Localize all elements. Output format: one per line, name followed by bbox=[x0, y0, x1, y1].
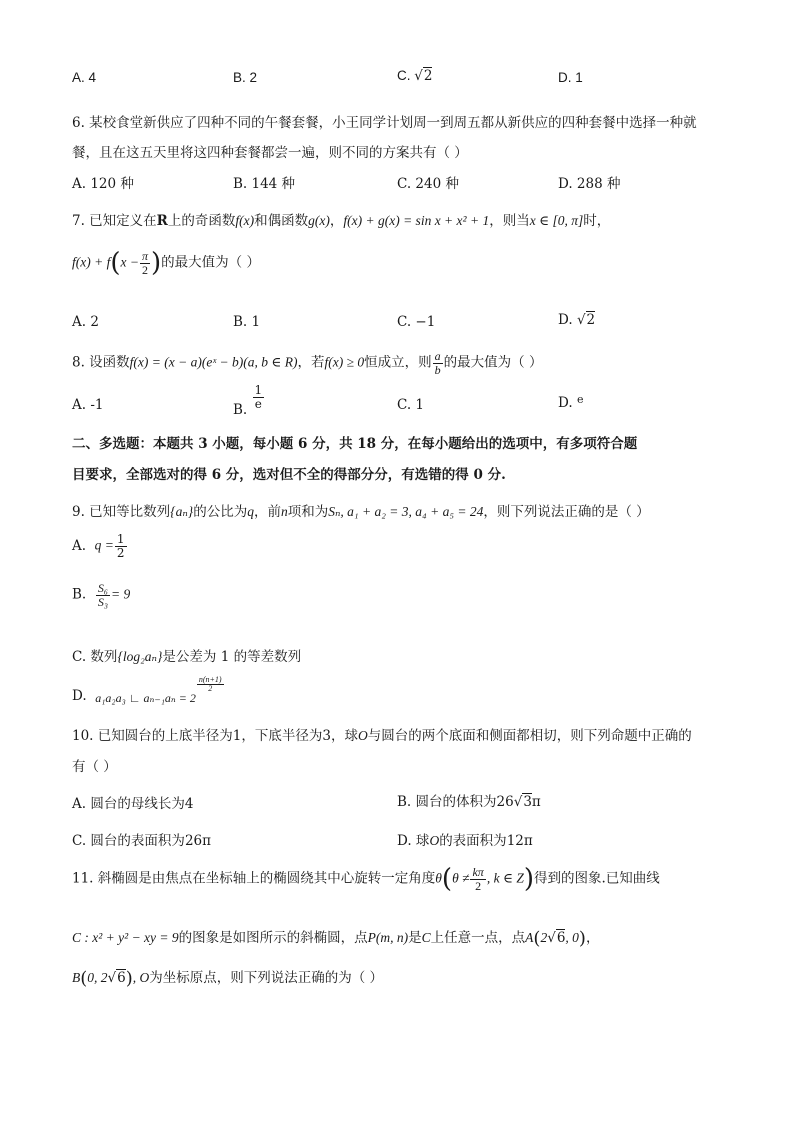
q11-stem-line1: 11. 斜椭圆是由焦点在坐标轴上的椭圆绕其中心旋转一定角度θ(θ ≠ $\frac{k\pi}{2}$ , k ∈ Z)得到的图象.已知曲线 bbox=[72, 864, 660, 895]
q5-option-c[interactable]: C. √2 bbox=[397, 68, 433, 84]
q11-k-pi-over-2: $\frac{k\pi}{2}$ bbox=[472, 865, 484, 893]
q8-option-c[interactable]: C. 1 bbox=[397, 397, 425, 413]
section-2-heading-line2: 目要求，全部选对的得 6 分，选对但不全的得部分分，有选错的得 0 分. bbox=[72, 467, 506, 483]
q10-stem-line1: 10. 已知圆台的上底半径为1，下底半径为3，球O与圆台的两个底面和侧面都相切，则下列命题中正确的 bbox=[72, 728, 692, 744]
q9-one-half: $\frac{1}{2}$ bbox=[116, 532, 125, 560]
q7-option-b[interactable]: B. 1 bbox=[233, 314, 261, 330]
q7-stem-line2: f(x) + f(x − $\frac{\pi}{2}$ )的最大值为（ ） bbox=[72, 248, 260, 279]
q8-option-d[interactable]: D. $^e$ bbox=[558, 393, 584, 411]
q7-g-symbol: g(x) bbox=[308, 213, 330, 228]
q6-stem-line2: 餐，且在这五天里将这四种套餐都尝一遍，则不同的方案共有（ ） bbox=[72, 145, 468, 161]
q6-option-a[interactable]: A. 120 种 bbox=[72, 176, 134, 192]
section-2-heading-line1: 二、多选题：本题共 3 小题，每小题 6 分，共 18 分，在每小题给出的选项中，有多项符合题 bbox=[72, 436, 638, 452]
q11-stem-line2: C : x² + y² − xy = 9的图象是如图所示的斜椭圆，点P(m, n)是C上任意一点，点A(2√6, 0)， bbox=[72, 928, 600, 949]
q7-stem-line1: 7. 已知定义在R上的奇函数f(x)和偶函数g(x)，f(x) + g(x) = sin x + x² + 1，则当x ∈ [0, π]时， bbox=[72, 213, 611, 229]
q11-stem-line3: B(0, 2√6), O为坐标原点，则下列说法正确的为（ ） bbox=[72, 968, 384, 989]
q7-f-symbol: f(x) bbox=[235, 213, 255, 228]
q8-option-b-fraction: $\frac{1}{e}$ bbox=[254, 383, 263, 411]
q8-option-a[interactable]: A. -1 bbox=[72, 397, 104, 413]
q8-option-b[interactable]: B. $\frac{1}{e}$ bbox=[233, 383, 263, 418]
q8-stem: 8. 设函数f(x) = (x − a)(eˣ − b)(a, b ∈ R)，若f(x) ≥ 0恒成立，则 $\frac{a}{b}$ 的最大值为（ ） bbox=[72, 349, 543, 377]
q10-option-b[interactable]: B. 圆台的体积为26√3π bbox=[397, 794, 541, 810]
q9-option-b[interactable]: B. $\frac{\text{S₆}}{\text{S₃}}$ = 9 bbox=[72, 581, 131, 609]
q10-option-a[interactable]: A. 圆台的母线长为4 bbox=[72, 796, 194, 812]
q10-option-d[interactable]: D. 球O的表面积为12π bbox=[397, 833, 533, 849]
q7-pi-over-2: $\frac{\pi}{2}$ bbox=[142, 249, 149, 277]
q6-option-b[interactable]: B. 144 种 bbox=[233, 176, 296, 192]
q9-stem: 9. 已知等比数列{aₙ}的公比为q，前n项和为Sₙ, a₁ + a₂ = 3, a₄ + a₅ = 24，则下列说法正确的是（ ） bbox=[72, 504, 650, 520]
q5-option-b[interactable]: B. 2 bbox=[233, 70, 258, 85]
q10-stem-line2: 有（ ） bbox=[72, 759, 117, 775]
q5-option-a[interactable]: A. 4 bbox=[72, 70, 97, 85]
q9-option-a[interactable]: A. q = $\frac{1}{2}$ bbox=[72, 532, 125, 560]
q7-option-d[interactable]: D. √2 bbox=[558, 312, 596, 328]
q9-exponent: $\frac{n(n+1)}{2}$ bbox=[198, 675, 222, 694]
q8-a-over-b: $\frac{a}{b}$ bbox=[434, 349, 441, 377]
q6-stem-line1: 6. 某校食堂新供应了四种不同的午餐套餐，小王同学计划周一到周五都从新供应的四种套餐中选择一种就 bbox=[72, 115, 697, 131]
q7-option-c[interactable]: C. −1 bbox=[397, 314, 436, 330]
q6-option-d[interactable]: D. 288 种 bbox=[558, 176, 621, 192]
q9-option-d[interactable]: D. a₁a₂a₃ ∟ aₙ₋₁aₙ = 2 $\frac{n(n+1)}{2}$ bbox=[72, 675, 222, 706]
q9-option-c[interactable]: C. 数列{log₂aₙ}是公差为 1 的等差数列 bbox=[72, 649, 302, 665]
q10-option-c[interactable]: C. 圆台的表面积为26π bbox=[72, 833, 211, 849]
q6-option-c[interactable]: C. 240 种 bbox=[397, 176, 459, 192]
q9-s6-over-s3: $\frac{\text{S₆}}{\text{S₃}}$ bbox=[97, 581, 108, 609]
q5-option-d[interactable]: D. 1 bbox=[558, 70, 583, 85]
q7-option-a[interactable]: A. 2 bbox=[72, 314, 99, 330]
